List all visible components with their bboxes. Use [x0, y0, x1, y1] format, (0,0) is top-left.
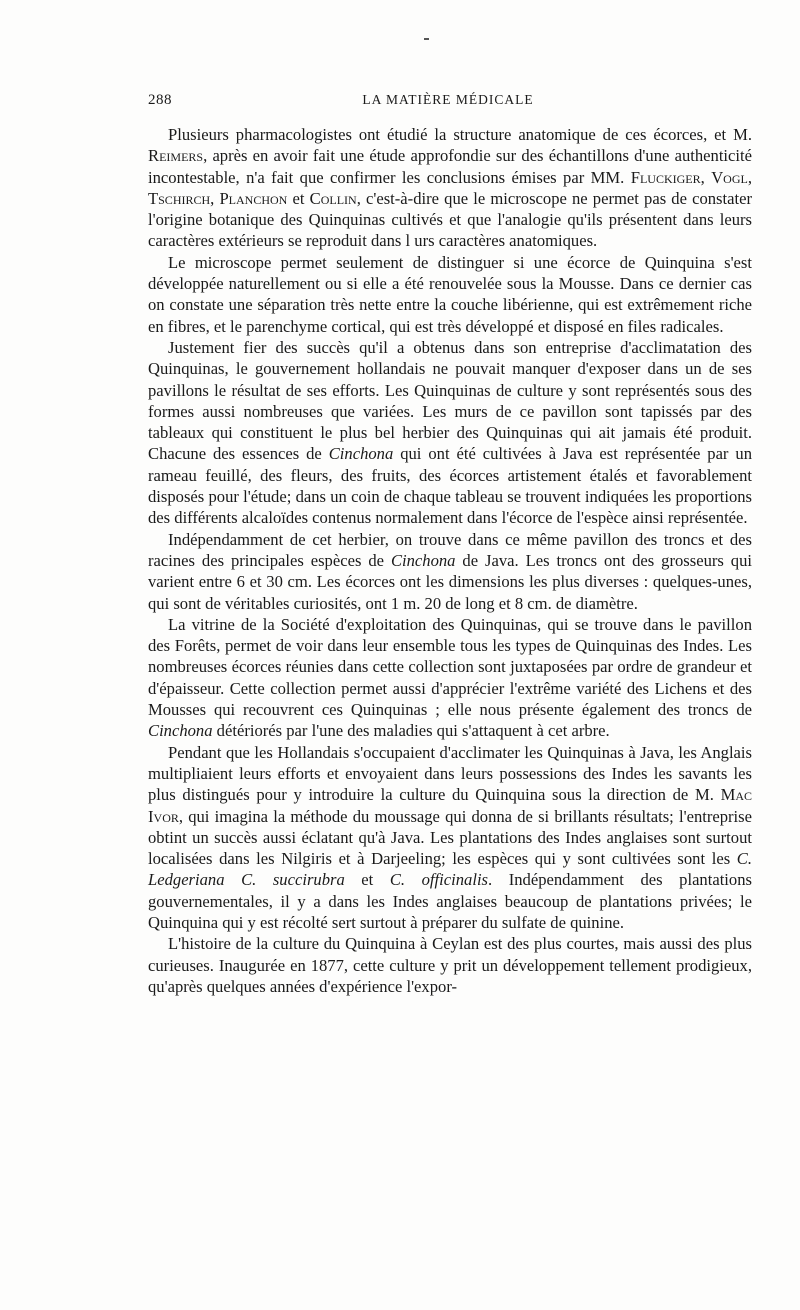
paragraph-5: La vitrine de la Société d'exploitation des Quinquinas, qui se trouve dans le pavillon des Forêts, permet de voir dans leur ensemble tous les types de Quinquinas des Indes. Les nombreuses écorces réunies dans cette collection sont juxtaposées par ordre de grandeur et d'épaisseur. Cette collection permet aussi d'apprécier l'extrême variété des Lichens et des Mousses qui recouvrent ces Quinquinas ; elle nous présente également des troncs de Cinchona détériorés par l'une des maladies qui s'attaquent à cet arbre. — [148, 614, 752, 741]
print-speck — [424, 38, 429, 40]
author-name: Reimers — [148, 146, 204, 166]
paragraph-2: Le microscope permet seulement de distinguer si une écorce de Quinquina s'est développée naturellement ou si elle a été renouvelée sous la Mousse. Dans ce dernier cas on constate une séparation très nette entre la couche libérienne, qui est extrêmement riche en fibres, et le parenchyme cortical, qui est très développé et disposé en files radicales. — [148, 252, 752, 336]
paragraph-3: Justement fier des succès qu'il a obtenus dans son entreprise d'acclimatation des Quinquinas, le gouvernement hollandais ne pouvait manquer d'exposer dans un de ses pavillons le résultat de ses efforts. Les Quinquinas de culture y sont représentés sous des formes aussi nombreuses que variées. Les murs de ce pavillon sont tapissés par des tableaux qui constituent le plus bel herbier des Quinquinas qui ait jamais été produit. Chacune des essences de Cinchona qui ont été cultivées à Java est représentée par un rameau feuillé, des fleurs, des fruits, des écorces artistement étalés et favorablement disposés pour l'étude; dans un coin de chaque tableau se trouvent indiquées les proportions des différents alcaloïdes contenus normalement dans l'écorce de l'espèce ainsi représentée. — [148, 337, 752, 528]
page-header — [148, 92, 748, 114]
author-name: Planchon — [219, 188, 288, 208]
paragraph-1: Plusieurs pharmacologistes ont étudié la structure anatomique de ces écorces, et M. Reimers, après en avoir fait une étude approfondie sur des échantillons d'une authenticité incontestable, n'a fait que confirmer les conclusions émises par MM. Fluckiger, Vogl, Tschirch, Planchon et Collin, c'est-à-dire que le microscope ne permet pas de constater l'origine botanique des Quinquinas cultivés et que l'analogie qu'ils présentent dans leurs caractères extérieurs se reproduit dans l urs caractères anatomiques. — [148, 125, 752, 251]
species-name: C. officinalis — [389, 870, 489, 890]
author-name: Vogl — [711, 167, 748, 187]
running-title: LA MATIÈRE MÉDICALE — [362, 92, 534, 107]
author-name: Mac Ivor — [148, 785, 752, 826]
genus-name: Cinchona — [328, 444, 394, 464]
genus-name: Cinchona — [390, 550, 456, 570]
paragraph-4: Indépendamment de cet herbier, on trouve dans ce même pavillon des troncs et des racines des principales espèces de Cinchona de Java. Les troncs ont des grosseurs qui varient entre 6 et 30 cm. Les écorces ont les dimensions les plus diverses : quelques-unes, qui sont de véritables curiosités, ont 1 m. 20 de long et 8 cm. de diamètre. — [148, 529, 752, 613]
author-name: Tschirch — [148, 188, 211, 208]
author-name: Fluckiger — [630, 167, 701, 187]
species-names: C. Ledgeriana C. succirubra — [148, 849, 752, 890]
paragraph-7: L'histoire de la culture du Quinquina à Ceylan est des plus courtes, mais aussi des plus curieuses. Inaugurée en 1877, cette culture y prit un développement tellement prodigieux, qu'après quelques années d'expérience l'expor- — [148, 934, 752, 996]
paragraph-6: Pendant que les Hollandais s'occupaient d'acclimater les Quinquinas à Java, les Anglais multipliaient leurs efforts et envoyaient dans leurs possessions des Indes les savants les plus distingués pour y introduire la culture du Quinquina sous la direction de M. Mac Ivor, qui imagina la méthode du moussage qui donna de si brillants résultats; l'entreprise obtint un succès aussi éclatant qu'à Java. Les plantations des Indes anglaises sont surtout localisées dans les Nilgiris et à Darjeeling; les espèces qui y sont cultivées sont les C. Ledgeriana C. succirubra et C. officinalis. Indépendamment des plantations gouvernementales, il y a dans les Indes anglaises beaucoup de plantations privées; le Quinquina qui y est récolté sert surtout à préparer du sulfate de quinine. — [148, 742, 752, 932]
page-number: 288 — [148, 92, 172, 108]
genus-name: Cinchona — [148, 721, 213, 741]
body-text — [148, 124, 752, 997]
author-name: Collin — [309, 188, 357, 208]
